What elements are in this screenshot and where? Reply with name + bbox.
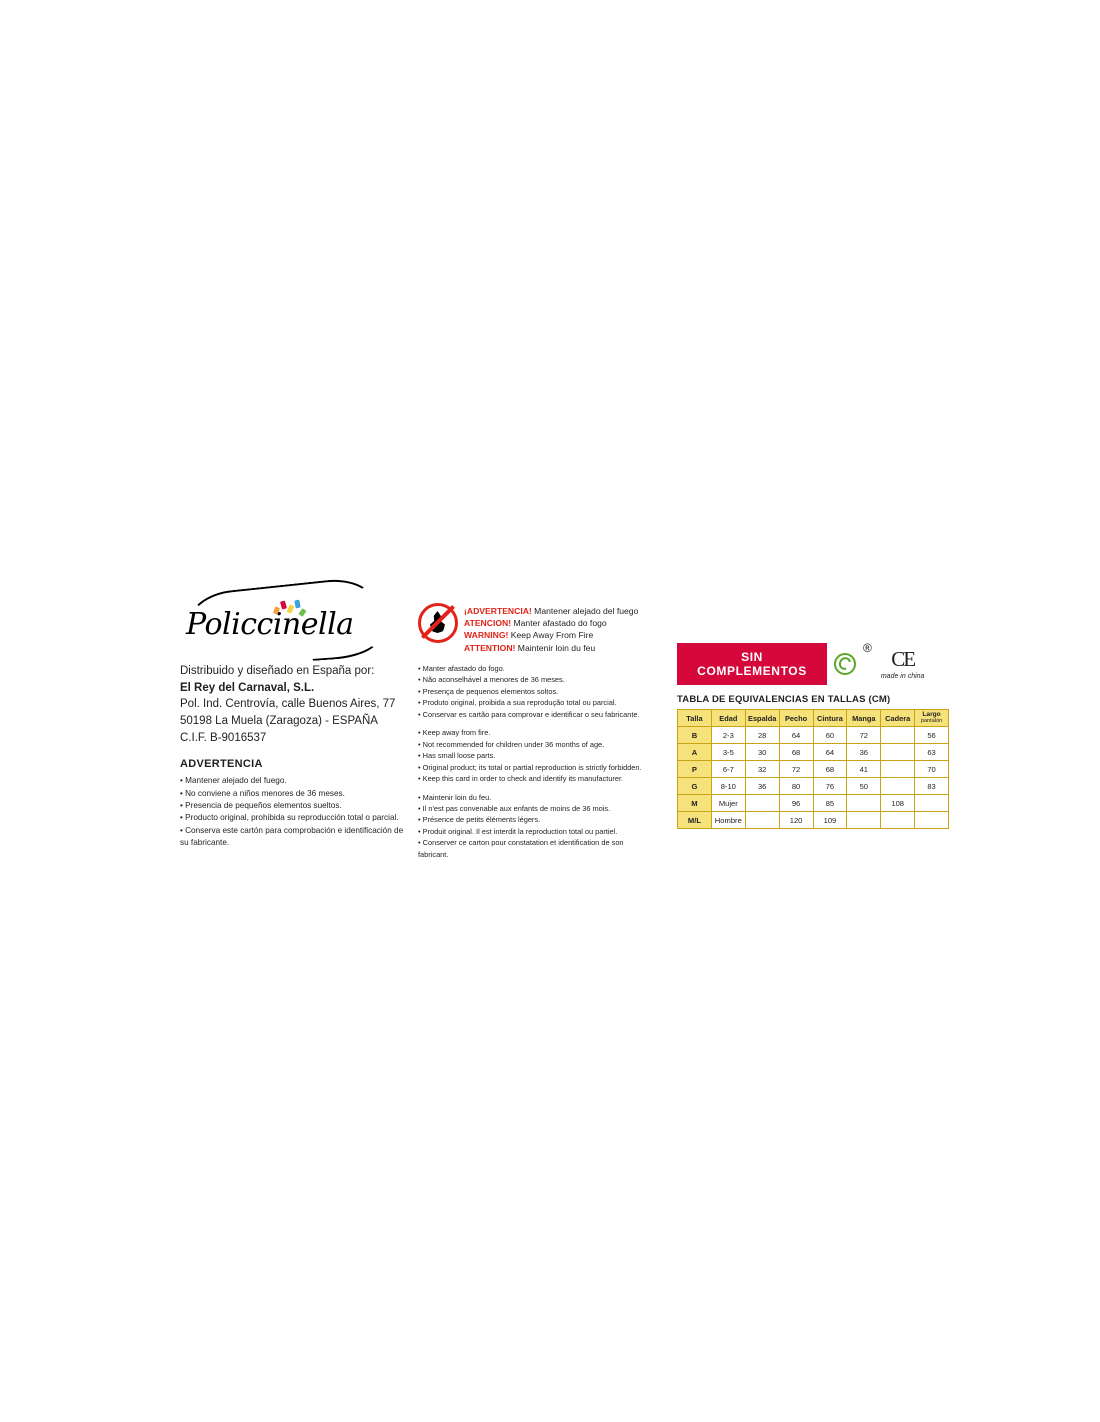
warning-headline-text: Keep Away From Fire bbox=[508, 630, 594, 641]
cell-manga bbox=[847, 812, 881, 829]
cell-manga: 72 bbox=[847, 727, 881, 744]
cell-pecho: 80 bbox=[779, 778, 813, 795]
list-item: • Conserva este cartón para comprobación e identificación de su fabricante. bbox=[180, 825, 404, 847]
cell-largo: 83 bbox=[915, 778, 949, 795]
column-header-cadera: Cadera bbox=[881, 710, 915, 727]
cell-talla: M bbox=[678, 795, 712, 812]
sizes-column bbox=[677, 643, 962, 829]
list-item: • Produto original, proibida a sua reprodução total ou parcial. bbox=[418, 698, 617, 708]
cell-cadera bbox=[881, 744, 915, 761]
column-header-largo-main: Largo bbox=[922, 710, 941, 718]
cell-pecho: 72 bbox=[779, 761, 813, 778]
company-name: El Rey del Carnaval, S.L. bbox=[180, 681, 315, 694]
company-cif: C.I.F. B-9016537 bbox=[180, 731, 267, 744]
cell-largo bbox=[915, 812, 949, 829]
cell-espalda: 36 bbox=[745, 778, 779, 795]
list-item: • Producto original, prohibida su reproducción total o parcial. bbox=[180, 813, 399, 823]
warning-body bbox=[418, 663, 653, 861]
table-row bbox=[678, 727, 949, 744]
cell-cintura: 64 bbox=[813, 744, 847, 761]
warning-group-pt bbox=[418, 663, 653, 720]
warning-headline-lead: ¡ADVERTENCIA! bbox=[464, 606, 532, 616]
cell-manga bbox=[847, 795, 881, 812]
list-item: • Keep away from fire. bbox=[418, 728, 491, 738]
warning-header bbox=[418, 603, 653, 654]
sizes-table bbox=[677, 709, 949, 829]
list-item: • Mantener alejado del fuego. bbox=[180, 776, 287, 786]
cell-cadera bbox=[881, 812, 915, 829]
sin-complementos-banner: SIN COMPLEMENTOS bbox=[677, 643, 827, 685]
brand-column bbox=[180, 585, 415, 849]
table-row bbox=[678, 778, 949, 795]
ce-block bbox=[880, 646, 925, 680]
list-item: • Conserver ce carton pour constatation et identification de son fabricant. bbox=[418, 838, 624, 859]
column-header-largo bbox=[915, 710, 949, 727]
brand-name: Policcinella bbox=[186, 607, 354, 642]
cell-cadera bbox=[881, 727, 915, 744]
list-item: • Produit original. Il est interdit la reproduction total ou partiel. bbox=[418, 826, 618, 836]
company-address-line-2: 50198 La Muela (Zaragoza) - ESPAÑA bbox=[180, 715, 378, 728]
column-header-espalda: Espalda bbox=[745, 710, 779, 727]
cell-largo: 63 bbox=[915, 744, 949, 761]
cell-largo: 56 bbox=[915, 727, 949, 744]
cell-cadera bbox=[881, 778, 915, 795]
brand-logo bbox=[180, 585, 380, 653]
list-item: • Manter afastado do fogo. bbox=[418, 663, 505, 673]
cell-edad: 2-3 bbox=[711, 727, 745, 744]
list-item: • No conviene a niños menores de 36 meses. bbox=[180, 788, 345, 798]
cell-cadera bbox=[881, 761, 915, 778]
column-header-edad: Edad bbox=[711, 710, 745, 727]
cell-manga: 36 bbox=[847, 744, 881, 761]
warning-headline-text: Mantener alejado del fuego bbox=[531, 606, 639, 616]
list-item: • Présence de petits éléments légers. bbox=[418, 815, 541, 825]
cell-edad: 3-5 bbox=[711, 744, 745, 761]
cell-edad: Hombre bbox=[711, 812, 745, 829]
cell-manga: 41 bbox=[847, 761, 881, 778]
list-item: • Não aconselhável a menores de 36 meses. bbox=[418, 675, 565, 685]
warning-headline-text: Maintenir loin du feu bbox=[515, 642, 596, 653]
cell-talla: B bbox=[678, 727, 712, 744]
cell-cintura: 68 bbox=[813, 761, 847, 778]
warning-headline-text: Manter afastado do fogo bbox=[511, 618, 607, 629]
warning-headline-lead: ATENCION! bbox=[464, 618, 512, 629]
cell-pecho: 96 bbox=[779, 795, 813, 812]
column-header-cintura: Cintura bbox=[813, 710, 847, 727]
cell-pecho: 120 bbox=[779, 812, 813, 829]
table-row bbox=[678, 761, 949, 778]
list-item: • Not recommended for children under 36 months of age. bbox=[418, 739, 605, 749]
table-row bbox=[678, 812, 949, 829]
cell-edad: 6-7 bbox=[711, 761, 745, 778]
advertencia-bullets bbox=[180, 775, 415, 849]
cell-pecho: 68 bbox=[779, 744, 813, 761]
cell-talla: M/L bbox=[678, 812, 712, 829]
cell-edad: 8-10 bbox=[711, 778, 745, 795]
sizes-table-title: TABLA DE EQUIVALENCIAS EN TALLAS (CM) bbox=[677, 694, 891, 705]
cell-cintura: 76 bbox=[813, 778, 847, 795]
warning-headline-lead: WARNING! bbox=[464, 630, 509, 641]
table-row bbox=[678, 795, 949, 812]
cell-espalda bbox=[745, 795, 779, 812]
column-header-manga: Manga bbox=[847, 710, 881, 727]
registered-mark: ® bbox=[863, 641, 872, 655]
list-item: • Maintenir loin du feu. bbox=[418, 792, 492, 802]
cell-pecho: 64 bbox=[779, 727, 813, 744]
column-header-talla: Talla bbox=[678, 710, 712, 727]
cell-espalda: 28 bbox=[745, 727, 779, 744]
cell-cintura: 85 bbox=[813, 795, 847, 812]
cell-cintura: 60 bbox=[813, 727, 847, 744]
cell-edad: Mujer bbox=[711, 795, 745, 812]
cell-talla: P bbox=[678, 761, 712, 778]
company-address-line-1: Pol. Ind. Centrovía, calle Buenos Aires, 77 bbox=[180, 698, 396, 711]
warning-headlines bbox=[464, 603, 638, 654]
cell-espalda: 32 bbox=[745, 761, 779, 778]
cell-talla: A bbox=[678, 744, 712, 761]
cell-manga: 50 bbox=[847, 778, 881, 795]
cell-cintura: 109 bbox=[813, 812, 847, 829]
no-fire-icon bbox=[418, 603, 458, 643]
recycle-icon bbox=[834, 653, 856, 675]
cell-cadera: 108 bbox=[881, 795, 915, 812]
warning-headline-lead: ATTENTION! bbox=[464, 642, 516, 653]
cell-espalda bbox=[745, 812, 779, 829]
cell-largo: 70 bbox=[915, 761, 949, 778]
marks-row bbox=[677, 643, 962, 685]
list-item: • Conservar es cartão para comprovar e identificar o seu fabricante. bbox=[418, 709, 640, 719]
column-header-largo-sub: pantalón bbox=[920, 717, 943, 724]
cell-largo bbox=[915, 795, 949, 812]
list-item: • Il n'est pas convenable aux enfants de moins de 36 mois. bbox=[418, 803, 611, 813]
list-item: • Presença de pequenos elementos soltos. bbox=[418, 686, 559, 696]
warning-column bbox=[418, 603, 653, 867]
list-item: • Presencia de pequeños elementos sueltos. bbox=[180, 800, 342, 810]
list-item: • Original product; its total or partial reproduction is strictly forbidden. bbox=[418, 762, 642, 772]
packaging-artwork bbox=[180, 585, 960, 859]
column-header-pecho: Pecho bbox=[779, 710, 813, 727]
warning-group-fr bbox=[418, 792, 653, 861]
advertencia-title: ADVERTENCIA bbox=[180, 758, 263, 771]
cell-talla: G bbox=[678, 778, 712, 795]
distributor-block bbox=[180, 663, 415, 746]
list-item: • Has small loose parts. bbox=[418, 751, 496, 761]
distributor-intro: Distribuido y diseñado en España por: bbox=[180, 665, 375, 677]
table-header-row bbox=[678, 710, 949, 727]
warning-group-en bbox=[418, 727, 653, 784]
ce-mark-icon: CE bbox=[891, 646, 915, 671]
table-row bbox=[678, 744, 949, 761]
made-in-label: made in china bbox=[880, 672, 925, 680]
cell-espalda: 30 bbox=[745, 744, 779, 761]
list-item: • Keep this card in order to check and identify its manufacturer. bbox=[418, 774, 624, 784]
